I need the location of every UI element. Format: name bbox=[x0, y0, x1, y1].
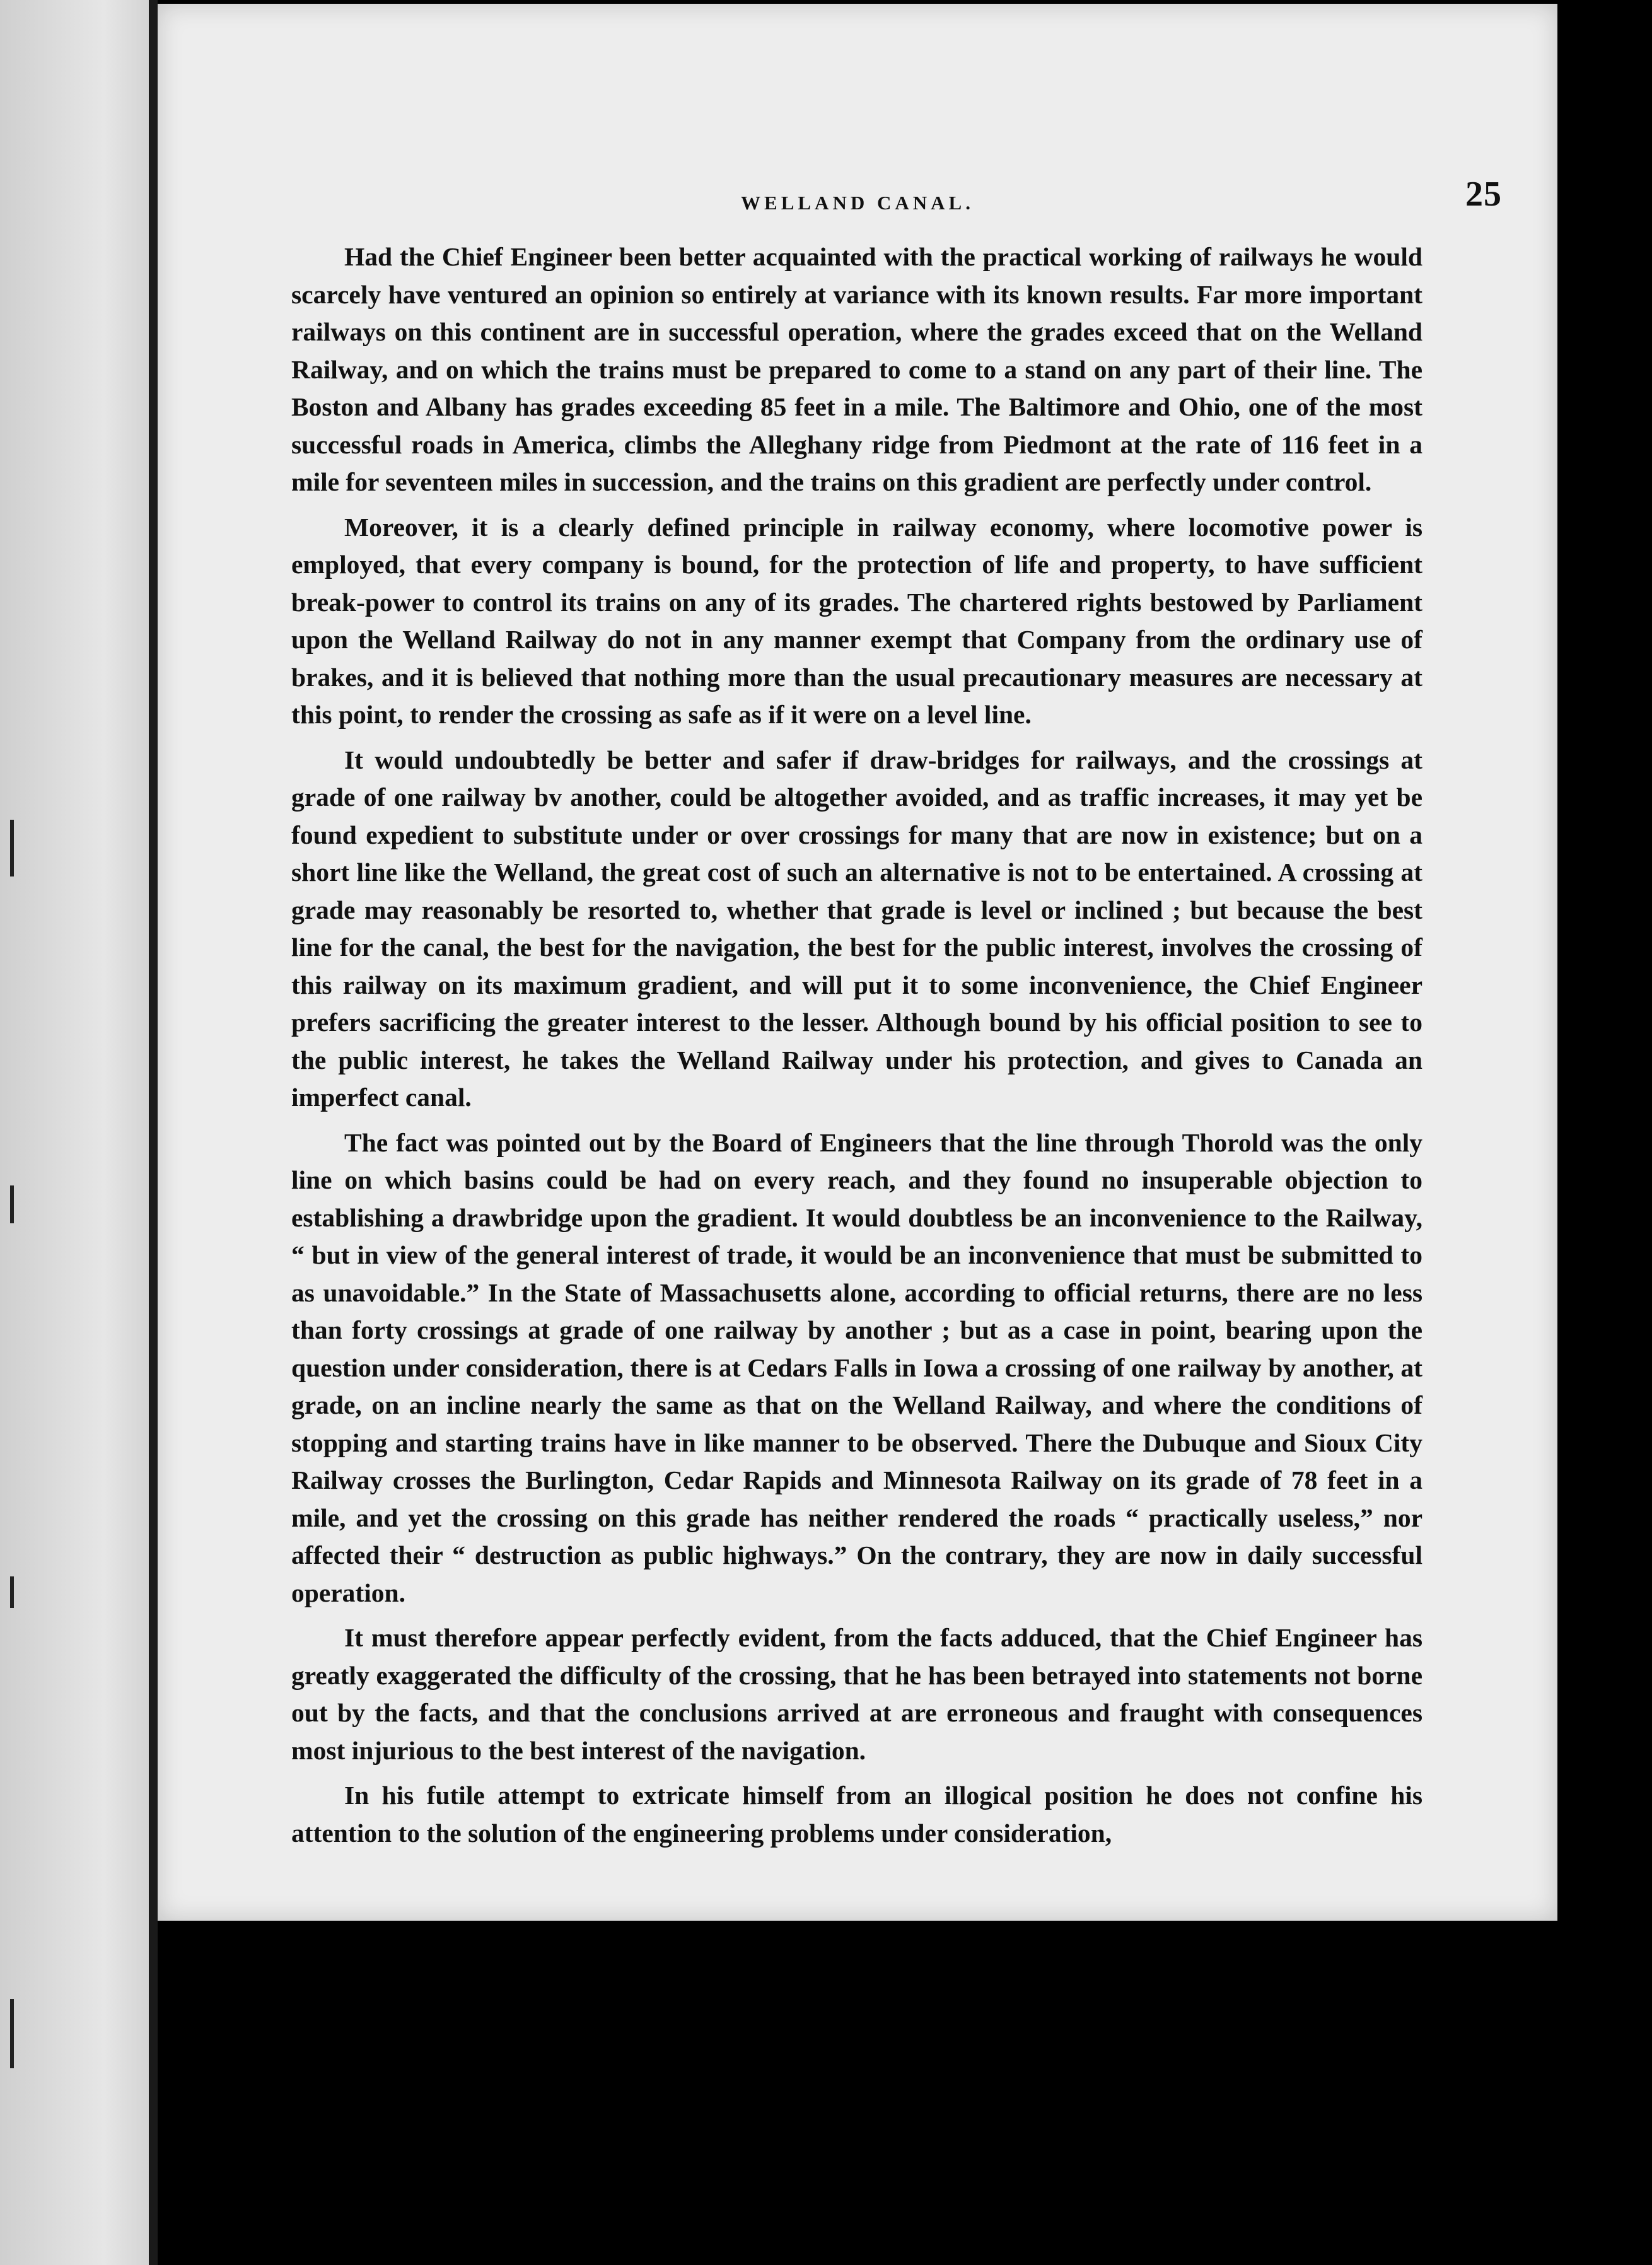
margin-mark bbox=[10, 1576, 14, 1608]
paragraph: It must therefore appear perfectly evident, from the facts adduced, that the Chief Engineer has greatly exaggerated the difficulty of the crossing, that he has been betrayed into statements not borne out by the facts, and that the conclusions arrived at are erroneous and fraught with consequences most injurious to the best interest of the navigation. bbox=[291, 1623, 1422, 1765]
paragraph: It would undoubtedly be better and safer if draw-bridges for railways, and the crossings at grade of one railway bv another, could be altogether avoided, and as traffic increases, it may yet be found expedient to substitute under or over crossings for many that are now in existence; but on a short line like the Welland, the great cost of such an alternative is not to be entertained. A crossing at grade may reasonably be resorted to, whether that grade is level or inclined ; but because the best line for the canal, the best for the navigation, the best for the public interest, involves the crossing of this railway on its maximum gradient, and will put it to some inconvenience, the Chief Engineer prefers sacrificing the greater interest to the lesser. Although bound by his official position to see to the public interest, he takes the Welland Railway under his protection, and gives to Canada an imperfect canal. bbox=[291, 745, 1422, 1112]
paragraph: Had the Chief Engineer been better acquainted with the practical working of railways he would scarcely have ventured an opinion so entirely at variance with its known results. Far more important railways on this continent are in successful operation, where the grades exceed that on the Welland Railway, and on which the trains must be prepared to come to a stand on any part of their line. The Boston and Albany has grades exceeding 85 feet in a mile. The Baltimore and Ohio, one of the most successful roads in America, climbs the Alleghany ridge from Piedmont at the rate of 116 feet in a mile for seventeen miles in succession, and the trains on this gradient are perfectly under control. bbox=[291, 242, 1422, 496]
scan-border-right bbox=[1557, 0, 1652, 2265]
running-head: WELLAND CANAL. bbox=[741, 192, 974, 214]
margin-mark bbox=[10, 820, 14, 876]
body-text bbox=[291, 238, 1422, 1860]
page-gutter bbox=[149, 0, 158, 2265]
page-number: 25 bbox=[1465, 175, 1502, 214]
facing-page-edge bbox=[0, 0, 149, 2265]
margin-mark bbox=[10, 1185, 14, 1223]
margin-mark bbox=[10, 1999, 14, 2068]
book-page bbox=[158, 4, 1557, 1921]
paragraph: The fact was pointed out by the Board of Engineers that the line through Thorold was the only line on which basins could be had on every reach, and they found no insuperable objection to establishing a drawbridge upon the gradient. It would doubtless be an inconvenience to the Railway, “ but in view of the general interest of trade, it would be an inconvenience that must be submitted to as unavoidable.” In the State of Massachusetts alone, according to official returns, there are no less than forty crossings at grade of one railway by another ; but as a case in point, bearing upon the question under consideration, there is at Cedars Falls in Iowa a crossing of one railway by another, at grade, on an incline nearly the same as that on the Welland Railway, and where the conditions of stopping and starting trains have in like manner to be observed. There the Dubuque and Sioux City Railway crosses the Burlington, Cedar Rapids and Minnesota Railway on its grade of 78 feet in a mile, and yet the crossing on this grade has neither rendered the roads “ practically useless,” nor affected their “ destruction as public highways.” On the contrary, they are now in daily successful operation. bbox=[291, 1127, 1422, 1607]
paragraph: Moreover, it is a clearly defined principle in railway economy, where locomotive power is employed, that every company is bound, for the protection of life and property, to have sufficient break-power to control its trains on any of its grades. The chartered rights bestowed by Parliament upon the Welland Railway do not in any manner exempt that Company from the ordinary use of brakes, and it is believed that nothing more than the usual precautionary measures are necessary at this point, to render the crossing as safe as if it were on a level line. bbox=[291, 512, 1422, 729]
paragraph: In his futile attempt to extricate himself from an illogical position he does not confine his attention to the solution of the engineering problems under consideration, bbox=[291, 1781, 1422, 1848]
